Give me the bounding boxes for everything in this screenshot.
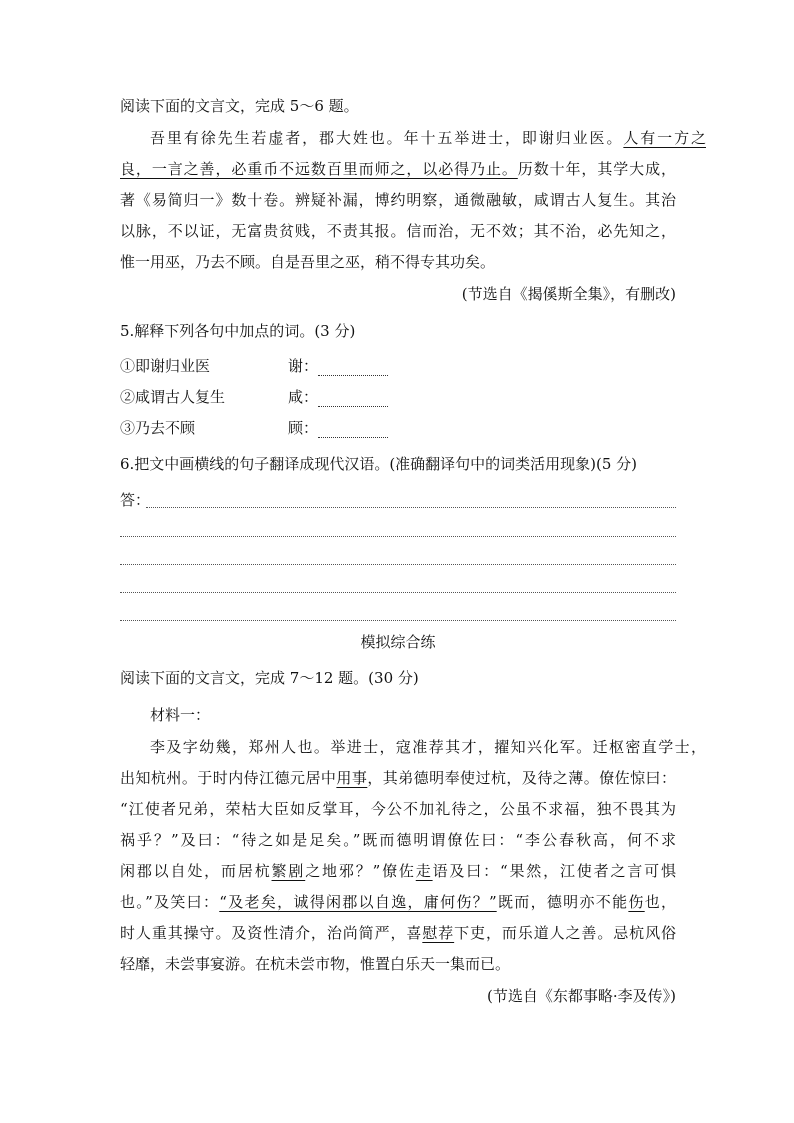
- answer-blank[interactable]: [318, 359, 388, 376]
- passage2-source: (节选自《东都事略·李及传》): [487, 987, 676, 1005]
- section1-intro: 阅读下面的文言文，完成 5～6 题。: [120, 97, 359, 115]
- passage2-text: 之地邪？”僚佐: [305, 862, 416, 880]
- passage1-source: (节选自《揭傒斯全集》，有删改): [461, 285, 676, 303]
- q5-stem: 5.解释下列各句中加点的词。(3 分): [120, 322, 356, 340]
- section-heading: 模拟综合练: [360, 633, 436, 651]
- passage1-line-1: [120, 128, 706, 148]
- marked-word: 走: [415, 862, 433, 880]
- passage1-text: 吾里有徐先生若虚者，郡大姓也。年十五举进士，即谢归业医。: [150, 129, 624, 147]
- passage1-line-4: 以脉，不以证，无富贵贫贱，不责其报。信而治，无不效；其不治，必先知之，: [120, 222, 676, 240]
- underlined-sentence: “及老矣，诚得闲郡以自逸，庸何伤？”: [219, 893, 497, 911]
- answer-line[interactable]: [120, 564, 676, 565]
- passage1-text: 历数十年，其学大成，: [517, 160, 676, 178]
- q5-sentence: ②咸谓古人复生: [120, 388, 226, 406]
- passage2-text: ，其弟德明奉使过杭，及待之薄。僚佐惊曰：: [367, 769, 676, 787]
- q5-item-3: [120, 418, 388, 438]
- passage2-line-8: 轻靡，未尝事宴游。在杭未尝市物，惟置白乐天一集而已。: [120, 955, 511, 973]
- passage1-line-2: [120, 159, 676, 179]
- marked-word: 用事: [336, 769, 368, 787]
- passage2-line-7: [120, 923, 676, 943]
- q5-item-2: [120, 387, 388, 407]
- answer-line[interactable]: [120, 536, 676, 537]
- material-label: 材料一：: [150, 706, 211, 724]
- passage1-line-3: 著《易简归一》数十卷。辨疑补漏，博约明察，通微融敏，咸谓古人复生。其治: [120, 191, 676, 209]
- q5-word: 顾：: [288, 419, 319, 437]
- section2-intro: 阅读下面的文言文，完成 7～12 题。(30 分): [120, 669, 419, 687]
- q5-sentence: ③乃去不顾: [120, 419, 196, 437]
- passage2-text: 下吏，而乐道人之善。忌杭风俗: [454, 924, 676, 942]
- answer-line[interactable]: [146, 507, 676, 508]
- answer-line[interactable]: [120, 620, 676, 621]
- passage2-text: 也。”及笑曰：: [120, 893, 220, 911]
- q5-sentence: ①即谢归业医: [120, 357, 211, 375]
- underlined-sentence: 人有一方之: [623, 129, 706, 147]
- q5-item-1: [120, 356, 388, 376]
- passage2-line-6: [120, 892, 676, 912]
- passage2-line-1: 李及字幼幾，郑州人也。举进士，寇准荐其才，擢知兴化军。迁枢密直学士，: [150, 738, 706, 756]
- answer-blank[interactable]: [318, 390, 388, 407]
- passage2-text: 也，: [644, 893, 676, 911]
- passage2-line-4: 祸乎？”及曰：“待之如是足矣。”既而德明谓僚佐曰：“李公春秋高，何不求: [120, 831, 676, 849]
- marked-word: 慰荐: [422, 924, 455, 942]
- passage2-text: 时人重其操守。及资性清介，治尚简严，喜: [120, 924, 423, 942]
- passage2-text: 既而，德明亦不能: [496, 893, 629, 911]
- passage2-text: 出知杭州。于时内侍江德元居中: [120, 769, 337, 787]
- marked-word: 伤: [628, 893, 645, 911]
- passage2-line-2: [120, 768, 676, 788]
- q5-word: 咸：: [288, 388, 319, 406]
- passage2-line-3: “江使者兄弟，荣枯大臣如反掌耳，今公不加礼待之，公虽不求福，独不畏其为: [120, 800, 676, 818]
- marked-word: 繁剧: [271, 862, 306, 880]
- q6-answer-label: 答：: [120, 491, 151, 509]
- passage1-line-5: 惟一用巫，乃去不顾。自是吾里之巫，稍不得专其功矣。: [120, 253, 496, 271]
- passage2-line-5: [120, 861, 676, 881]
- passage2-text: 闲郡以自处，而居杭: [120, 862, 272, 880]
- answer-blank[interactable]: [318, 421, 388, 438]
- answer-line[interactable]: [120, 592, 676, 593]
- q5-word: 谢：: [288, 357, 319, 375]
- underlined-sentence: 良，一言之善，必重币不远数百里而师之，以必得乃止。: [120, 160, 518, 178]
- passage2-text: 语及曰：“果然，江使者之言可惧: [432, 862, 676, 880]
- q6-stem: 6.把文中画横线的句子翻译成现代汉语。(准确翻译句中的词类活用现象)(5 分): [120, 455, 638, 473]
